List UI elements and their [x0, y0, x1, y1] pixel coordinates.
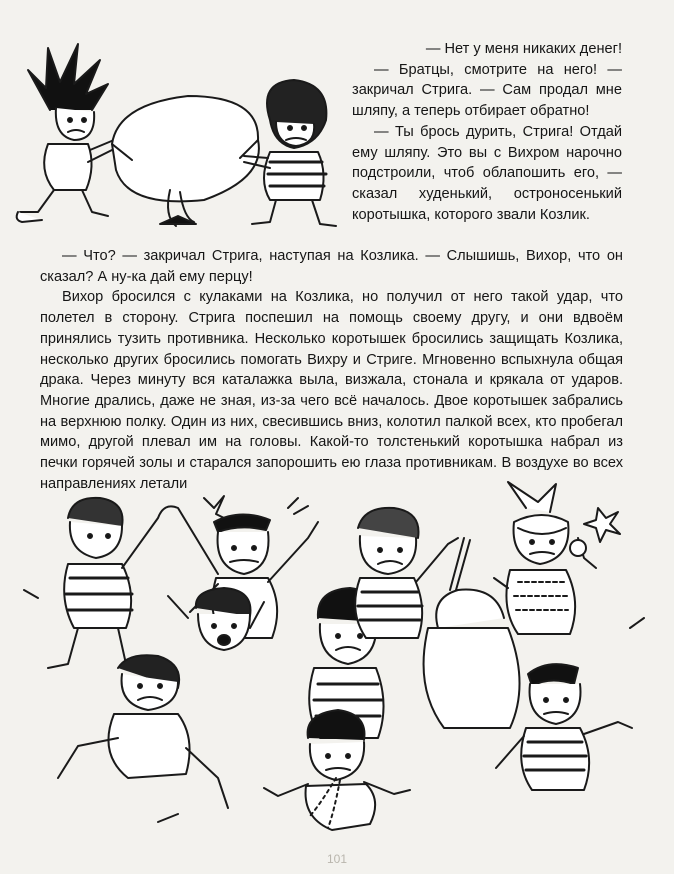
paragraph-2: Вихор бросился с кулаками на Козлика, но получил от него такой удар, что полетел в сторону. Стрига поспешил на помощь своему другу, и они вдвоём принялись тузить противника. Несколько коротышек бросились защищать Козлика, несколько других бросились помогать Вихру и Стриге. Мгновенно вспыхнула общая драка. Через минуту вся каталажка выла, визжала, стонала и крякала от ударов. Многие дрались, даже не зная, из-за чего всё началось. Двое коротышек забрались на верхнюю полку. Один из них, свесившись вниз, колотил палкой всех, кто пробегал мимо, другой плевал им на головы. Какой-то толстенький коротышка набрал из печки горячей золы и старался запорошить ею глаза противникам. В воздухе во всех направлениях летали	[40, 289, 623, 492]
brawl-illustration	[18, 478, 658, 848]
dialogue-line-3: — Ты брось дурить, Стрига! Отдай ему шляпу. Это вы с Вихром нарочно подстроили, чтоб облапошить его, — сказал худенький, остроносенький коротышка, которого звали Козлик.	[352, 123, 622, 223]
page-number: 101	[326, 852, 348, 866]
dialogue-column	[352, 39, 622, 225]
dialogue-line-2: — Братцы, смотрите на него! — закричал Стрига. — Сам продал мне шляпу, а теперь отбирает обратно!	[352, 61, 622, 120]
paragraph-1: — Что? — закричал Стрига, наступая на Козлика. — Слышишь, Вихор, что он сказал? А ну-ка дай ему перцу!	[40, 248, 623, 285]
body-text	[40, 246, 623, 494]
tug-of-war-illustration	[8, 40, 348, 230]
dialogue-line-1: — Нет у меня никаких денег!	[425, 41, 622, 57]
